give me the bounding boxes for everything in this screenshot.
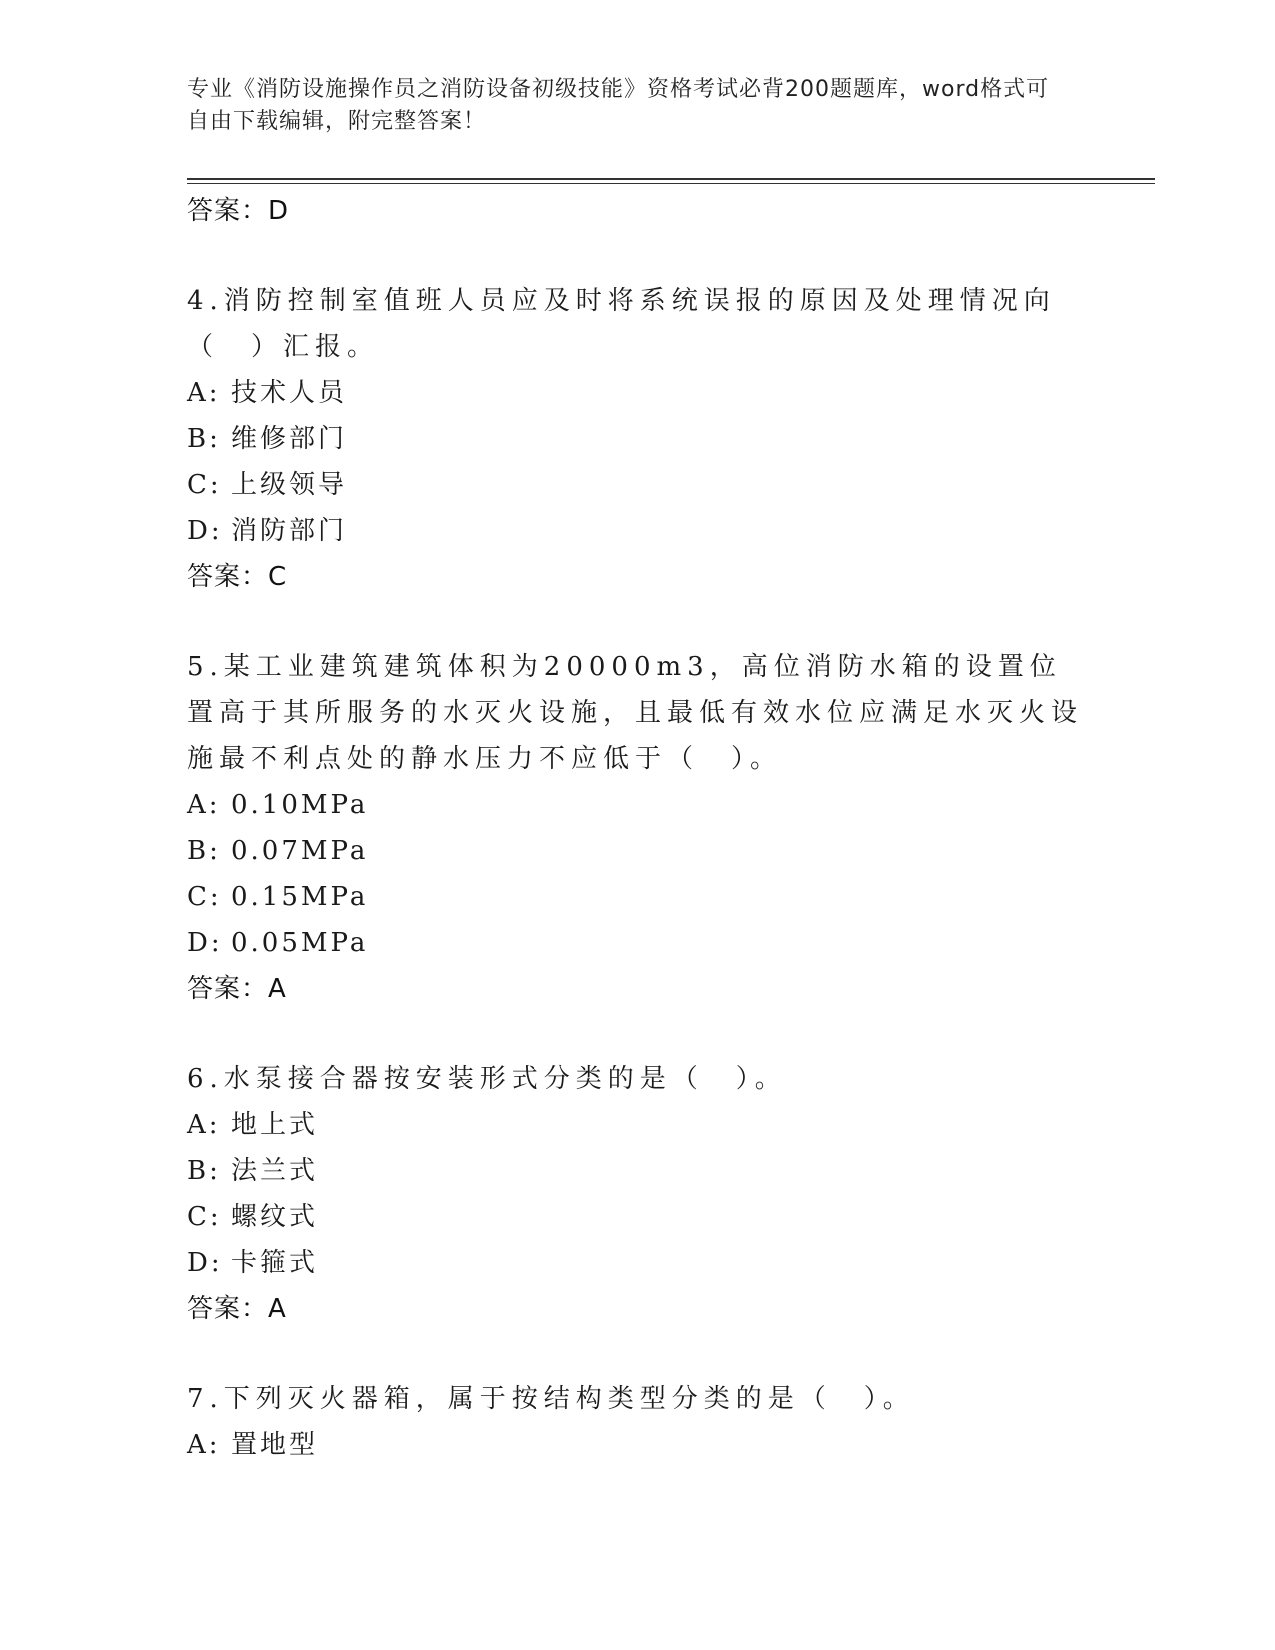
option-text: 上级领导: [231, 470, 348, 500]
option-text: 维修部门: [231, 424, 348, 454]
option-key: C:: [187, 1202, 222, 1232]
question-item: [187, 1376, 1087, 1468]
option-b: [187, 416, 1087, 462]
option-text: 0.10MPa: [231, 790, 369, 820]
option-key: B:: [187, 1156, 221, 1186]
option-d: [187, 508, 1087, 554]
page-header: 专业《消防设施操作员之消防设备初级技能》资格考试必背200题题库，word格式可自由下载编辑，附完整答案！: [187, 77, 1050, 134]
option-text: 卡箍式: [231, 1248, 319, 1278]
option-c: [187, 462, 1087, 508]
option-key: A:: [187, 378, 221, 408]
question-text: 5.某工业建筑建筑体积为20000m3，高位消防水箱的设置位置高于其所服务的水灭火设施，且最低有效水位应满足水灭火设施最不利点处的静水压力不应低于（ ）。: [187, 652, 1084, 774]
option-text: 消防部门: [231, 516, 348, 546]
header-rule-thick: [187, 178, 1155, 180]
option-a: [187, 1422, 1087, 1468]
option-c: [187, 874, 1087, 920]
option-key: A:: [187, 1430, 221, 1460]
question-text: 7.下列灭火器箱，属于按结构类型分类的是（ ）。: [187, 1384, 915, 1414]
option-key: D:: [187, 1248, 223, 1278]
question-item: [187, 278, 1087, 600]
option-key: A:: [187, 1110, 221, 1140]
option-a: [187, 782, 1087, 828]
option-c: [187, 1194, 1087, 1240]
option-text: 置地型: [231, 1430, 319, 1460]
option-text: 0.07MPa: [231, 836, 369, 866]
option-text: 技术人员: [231, 378, 348, 408]
option-key: B:: [187, 836, 221, 866]
option-key: D:: [187, 928, 223, 958]
option-key: C:: [187, 470, 222, 500]
option-text: 法兰式: [231, 1156, 319, 1186]
option-key: C:: [187, 882, 222, 912]
question-text: 4.消防控制室值班人员应及时将系统误报的原因及处理情况向（ ）汇报。: [187, 286, 1056, 362]
option-a: [187, 370, 1087, 416]
question-item: [187, 1056, 1087, 1332]
question-item: [187, 644, 1087, 1012]
option-text: 0.15MPa: [231, 882, 369, 912]
option-key: D:: [187, 516, 223, 546]
option-text: 0.05MPa: [231, 928, 369, 958]
option-text: 螺纹式: [231, 1202, 319, 1232]
option-a: [187, 1102, 1087, 1148]
option-text: 地上式: [231, 1110, 319, 1140]
answer-line: 答案：A: [187, 974, 287, 1004]
answer-line: 答案：A: [187, 1294, 287, 1324]
option-d: [187, 920, 1087, 966]
header-rule-thin: [187, 183, 1155, 184]
option-key: B:: [187, 424, 221, 454]
option-d: [187, 1240, 1087, 1286]
question-text: 6.水泵接合器按安装形式分类的是（ ）。: [187, 1064, 787, 1094]
option-b: [187, 1148, 1087, 1194]
option-key: A:: [187, 790, 221, 820]
option-b: [187, 828, 1087, 874]
answer-line: 答案：C: [187, 562, 288, 592]
question-list: [187, 188, 1087, 1468]
answer-line: 答案：D: [187, 196, 290, 226]
